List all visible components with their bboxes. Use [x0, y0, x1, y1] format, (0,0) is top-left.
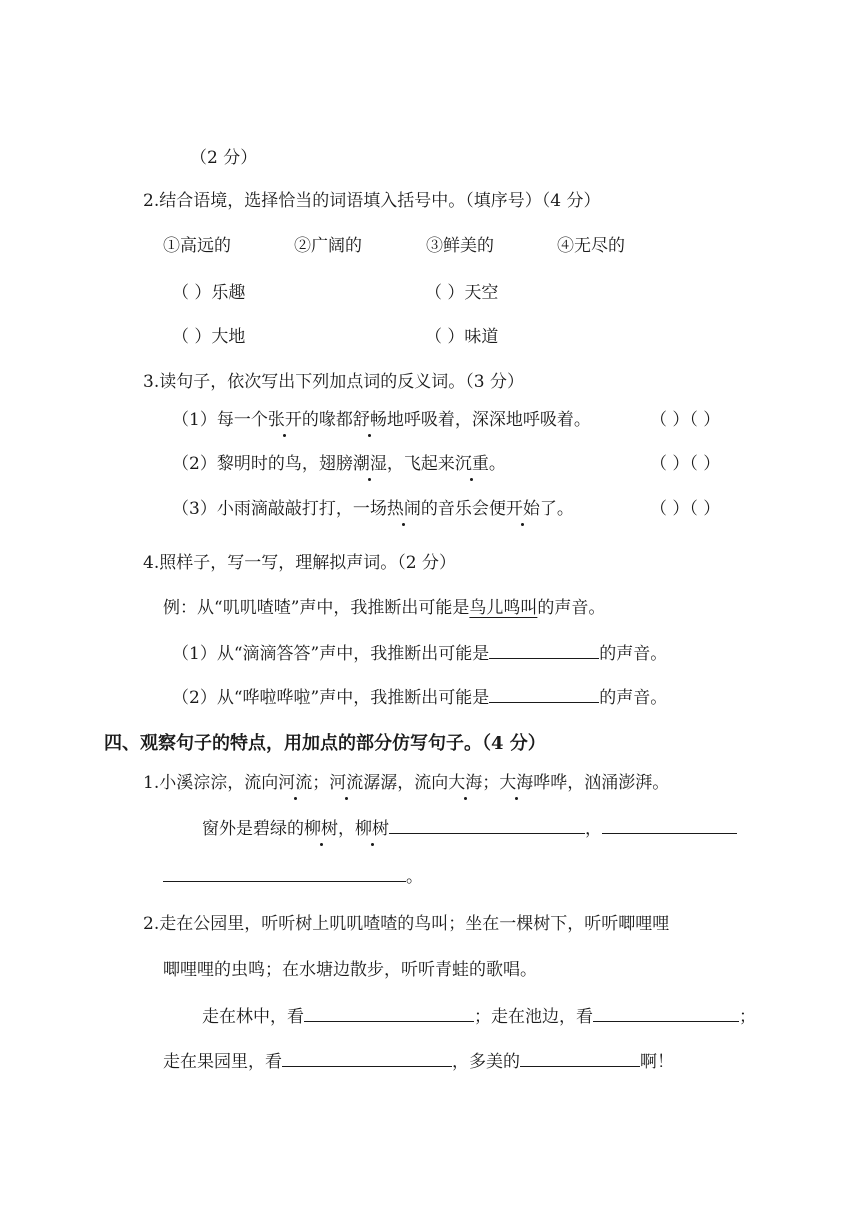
dotted-word: 舒畅: [352, 410, 387, 430]
answer-blank[interactable]: [520, 1050, 640, 1067]
q3-sentence-2: （2）黎明时的鸟，翅膀潮湿，飞起来沉重。: [172, 454, 506, 474]
dotted-word: 河流: [329, 773, 364, 793]
q3-answer-2[interactable]: （ ）（ ）: [650, 454, 721, 474]
dotted-word: 大海: [448, 773, 483, 793]
q2-option-1: ①高远的: [163, 236, 231, 256]
q2-title: 2.结合语境，选择恰当的词语填入括号中。（填序号）（4 分）: [143, 191, 601, 211]
q2-option-4: ④无尽的: [557, 236, 625, 256]
sec4-prompt-1: 窗外是碧绿的柳树，柳树 ，: [202, 817, 737, 841]
q1-score-tail: （2 分）: [190, 148, 258, 168]
q3-sentence-3: （3）小雨滴敲敲打打，一场热闹的音乐会便开始了。: [172, 499, 574, 519]
sec4-prompt-1-cont: 。: [163, 865, 423, 889]
answer-blank[interactable]: [282, 1050, 452, 1067]
answer-blank[interactable]: [389, 817, 585, 834]
q2-blank-3[interactable]: （ ）大地: [172, 327, 246, 347]
q4-item-2: （2）从“哗啦哗啦”声中，我推断出可能是 的声音。: [172, 688, 668, 708]
dotted-word: 沉重: [454, 454, 489, 474]
sec4-sentence-1: 1.小溪淙淙，流向河流；河流潺潺，流向大海；大海哗哗，汹涌澎湃。: [143, 773, 670, 793]
q4-item-1: （1）从“滴滴答答”声中，我推断出可能是 的声音。: [172, 644, 668, 664]
answer-blank[interactable]: [489, 686, 599, 703]
dotted-word: 热闹: [386, 499, 421, 519]
dotted-word: 潮湿: [352, 454, 387, 474]
sec4-prompt-2-line2: 走在果园里，看 ，多美的 啊！: [163, 1052, 674, 1072]
sec4-sentence-2-line2: 唧哩哩的虫鸣；在水塘边散步，听听青蛙的歌唱。: [163, 960, 537, 980]
dotted-word: 大海: [499, 773, 534, 793]
q3-sentence-1: （1）每一个张开的喙都舒畅地呼吸着，深深地呼吸着。: [172, 410, 591, 430]
dotted-word: 柳树: [355, 819, 389, 839]
q4-example: 例：从“叽叽喳喳”声中，我推断出可能是鸟儿鸣叫的声音。: [163, 598, 606, 618]
example-answer: 鸟儿鸣叫: [469, 598, 538, 618]
dotted-word: 开始: [505, 499, 540, 519]
dotted-word: 张开: [267, 410, 302, 430]
dotted-word: 柳树: [304, 819, 338, 839]
sec4-prompt-2-line1: 走在林中，看 ；走在池边，看 ；: [202, 1007, 756, 1027]
q4-title: 4.照样子，写一写，理解拟声词。（2 分）: [143, 553, 456, 573]
q3-title: 3.读句子，依次写出下列加点词的反义词。（3 分）: [143, 372, 524, 392]
answer-blank[interactable]: [489, 642, 599, 659]
answer-blank[interactable]: [602, 817, 737, 834]
q2-blank-2[interactable]: （ ）天空: [425, 283, 499, 303]
dotted-word: 河流: [278, 773, 313, 793]
q2-blank-1[interactable]: （ ）乐趣: [172, 283, 246, 303]
q3-answer-1[interactable]: （ ）（ ）: [650, 410, 721, 430]
answer-blank[interactable]: [304, 1005, 474, 1022]
q2-option-3: ③鲜美的: [426, 236, 494, 256]
answer-blank[interactable]: [163, 865, 406, 882]
q2-blank-4[interactable]: （ ）味道: [425, 327, 499, 347]
answer-blank[interactable]: [593, 1005, 739, 1022]
section-4-title: 四、观察句子的特点，用加点的部分仿写句子。（4 分）: [104, 733, 546, 754]
q3-answer-3[interactable]: （ ）（ ）: [650, 499, 721, 519]
sec4-sentence-2-line1: 2.走在公园里，听听树上叽叽喳喳的鸟叫；坐在一棵树下，听听唧哩哩: [143, 914, 670, 934]
q2-option-2: ②广阔的: [294, 236, 362, 256]
